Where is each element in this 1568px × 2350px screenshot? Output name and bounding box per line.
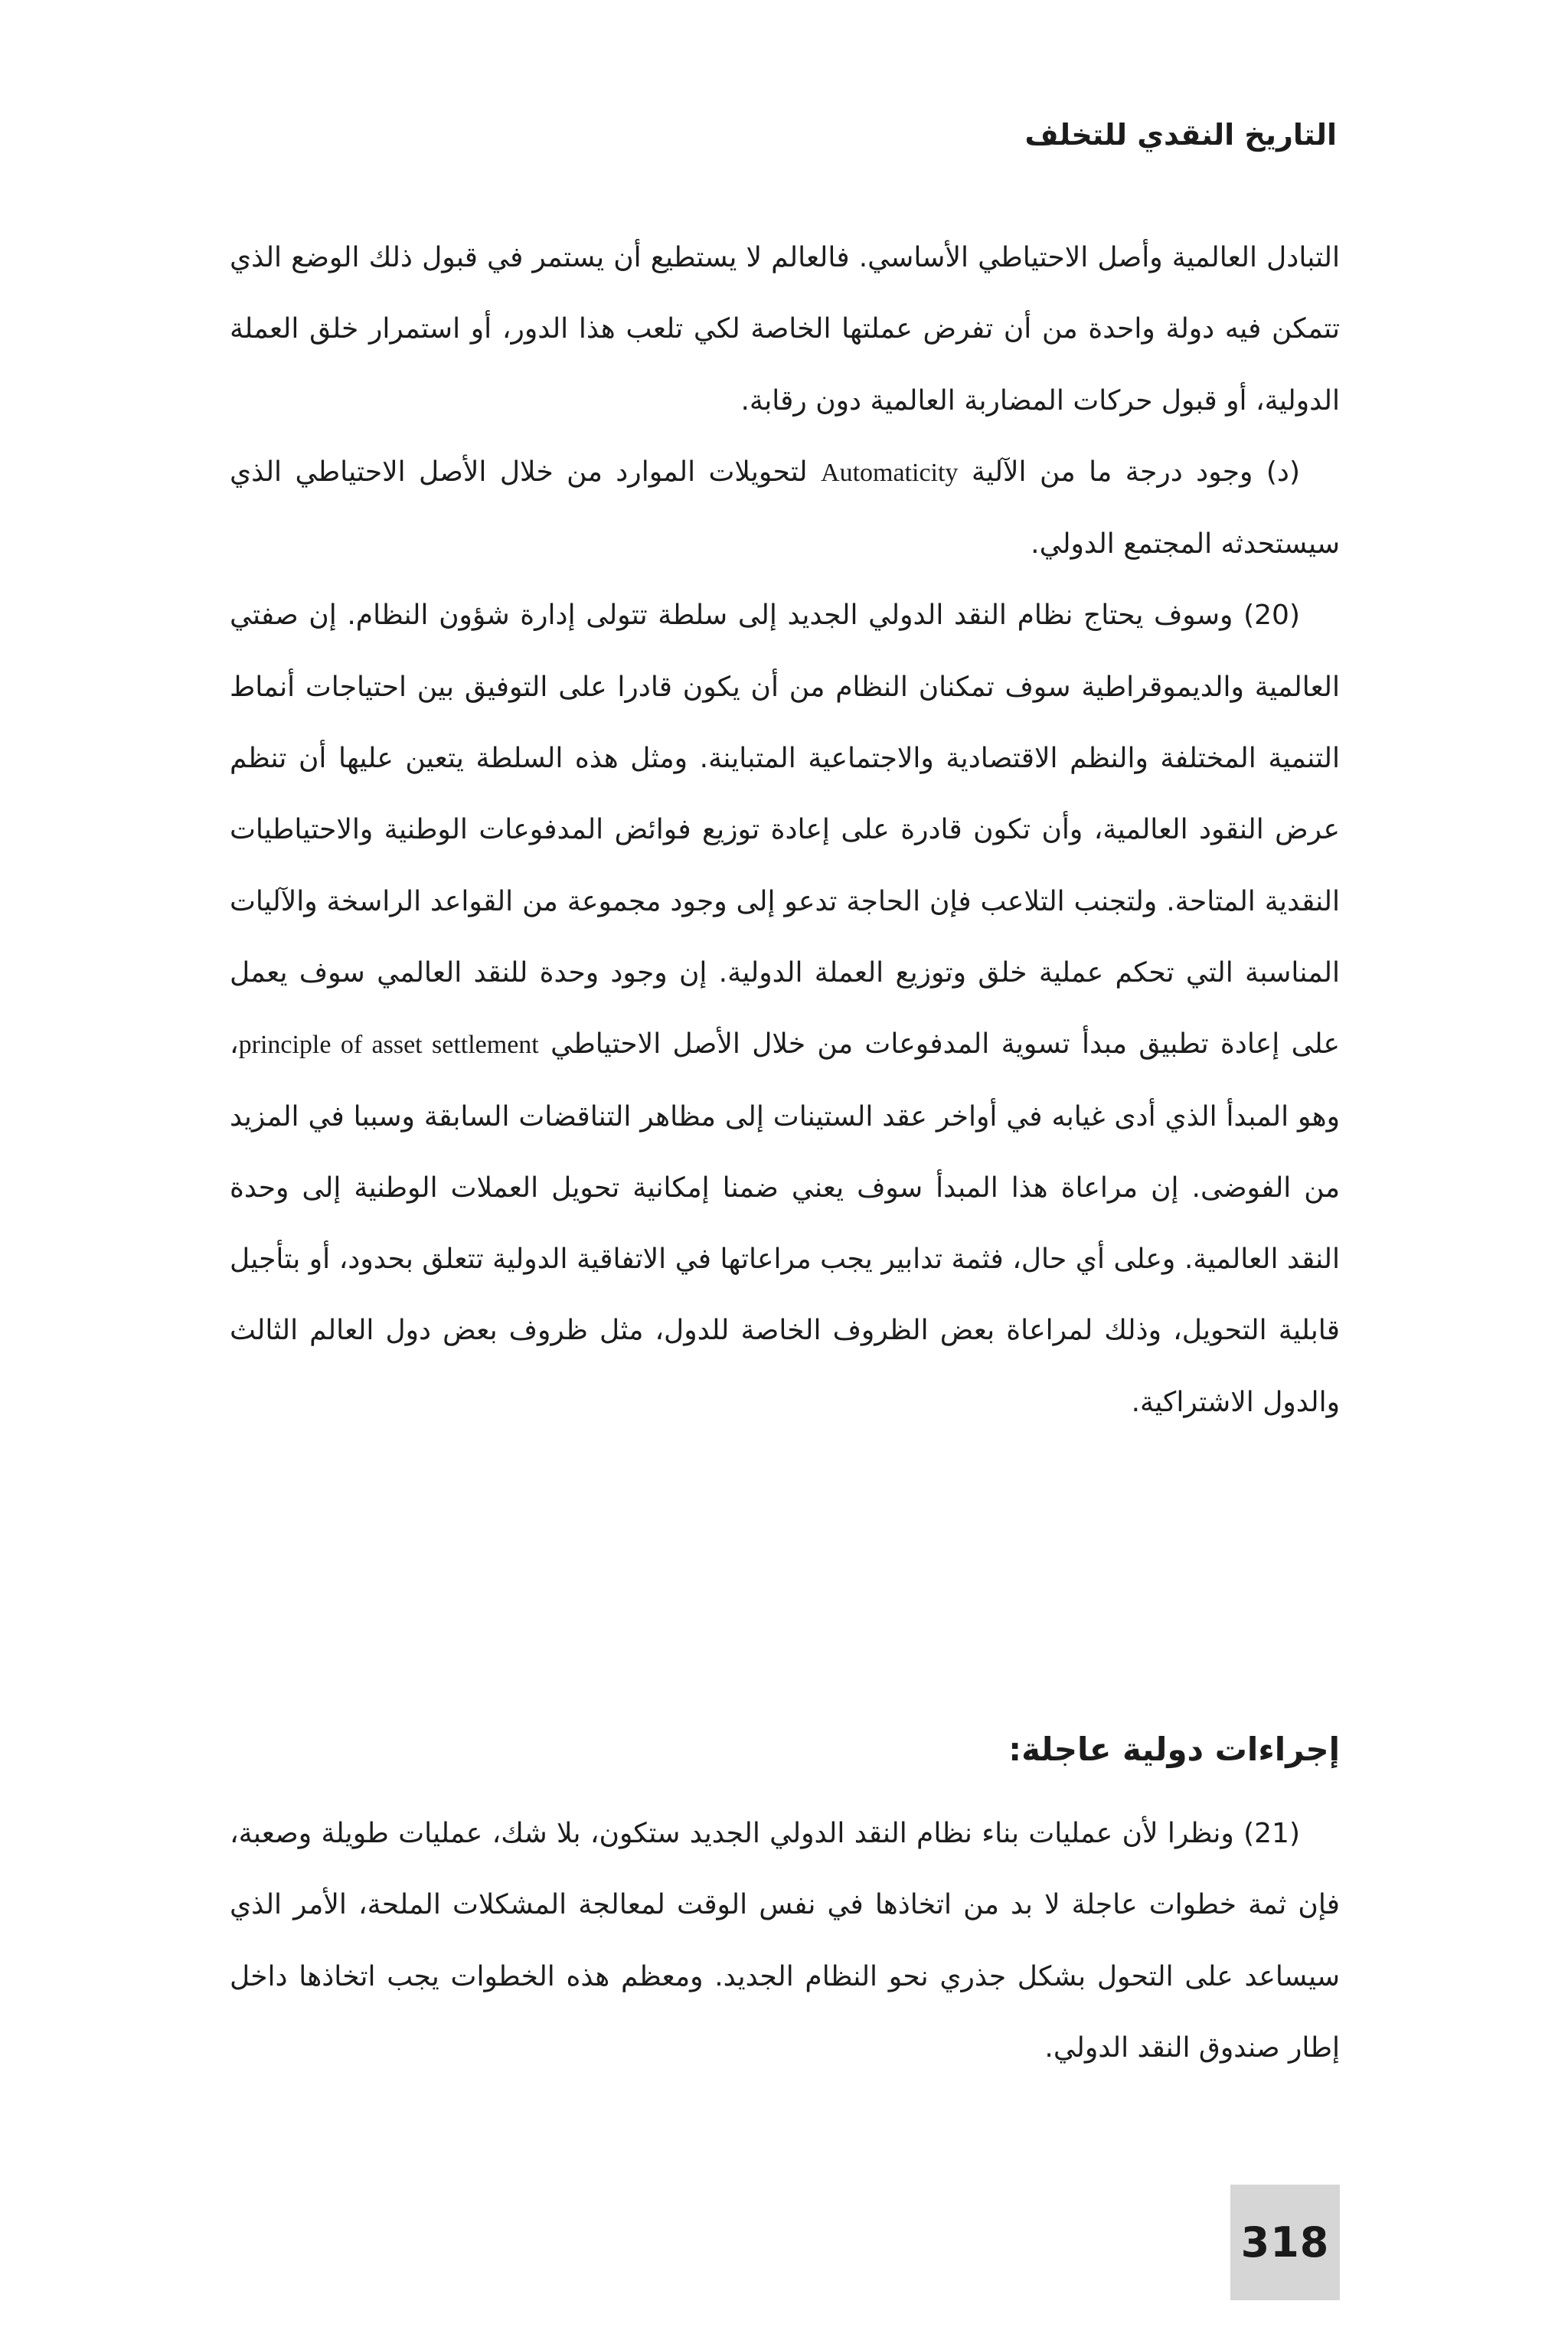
latin-term-asset-settlement: principle of asset settlement [238, 1031, 539, 1060]
latin-term-automaticity: Automaticity [821, 458, 959, 487]
paragraph-3-start: (20) وسوف يحتاج نظام النقد الدولي الجديد إلى سلطة تتولى إدارة شؤون النظام. إن صفتي العالمية والديموقراطية سوف تمكنان النظام من أن يكون قادرا على التوفيق بين احتياجات أنماط التنمية المختلفة والنظم الاقتصادية والاجتماعية المتباينة. ومثل هذه السلطة يتعين عليها أن تنظم عرض النقود العالمية، وأن تكون قادرة على إعادة توزيع فوائض المدفوعات الوطنية والاحتياطيات النقدية المتاحة. ولتجنب التلاعب فإن الحاجة تدعو إلى وجود مجموعة من القواعد الراسخة والآليات المناسبة التي تحكم عملية خلق وتوزيع العملة الدولية. إن وجود وحدة للنقد العالمي سوف يعمل على إعادة تطبيق مبدأ تسوية المدفوعات من خلال الأصل الاحتياطي [230, 600, 1340, 1061]
paragraph-2-start: (د) وجود درجة ما من الآلية [971, 456, 1300, 488]
body-text [230, 222, 1340, 1438]
section-paragraph-1: (21) ونظرا لأن عمليات بناء نظام النقد الدولي الجديد ستكون، بلا شك، عمليات طويلة وصعبة، فإن ثمة خطوات عاجلة لا بد من اتخاذها في نفس الوقت لمعالجة المشكلات الملحة، الأمر الذي سيساعد على التحول بشكل جذري نحو النظام الجديد. ومعظم هذه الخطوات يجب اتخاذها داخل إطار صندوق النقد الدولي. [230, 1818, 1340, 2064]
page-number: 318 [1240, 2218, 1330, 2267]
paragraph-2 [230, 436, 1340, 580]
section-heading: إجراءات دولية عاجلة: [1008, 1731, 1340, 1768]
paragraph-3 [230, 580, 1340, 1438]
paragraph-1: التبادل العالمية وأصل الاحتياطي الأساسي. فالعالم لا يستطيع أن يستمر في قبول ذلك الوضع الذي تتمكن فيه دولة واحدة من أن تفرض عملتها الخاصة لكي تلعب هذا الدور، أو استمرار خلق العملة الدولية، أو قبول حركات المضاربة العالمية دون رقابة. [230, 242, 1340, 417]
paragraph-2-end: لتحويلات الموارد من خلال الأصل الاحتياطي الذي سيستحدثه المجتمع الدولي. [230, 456, 1340, 561]
section-text [230, 1798, 1340, 2084]
running-header: التاريخ النقدي للتخلف [1024, 118, 1337, 152]
page-number-box [1230, 2185, 1340, 2300]
paragraph-3-end: ، وهو المبدأ الذي أدى غيابه في أواخر عقد الستينات إلى مظاهر التناقضات السابقة وسببا في المزيد من الفوضى. إن مراعاة هذا المبدأ سوف يعني ضمنا إمكانية تحويل العملات الوطنية إلى وحدة النقد العالمية. وعلى أي حال، فثمة تدابير يجب مراعاتها في الاتفاقية الدولية تتعلق بحدود، أو بتأجيل قابلية التحويل، وذلك لمراعاة بعض الظروف الخاصة للدول، مثل ظروف بعض دول العالم الثالث والدول الاشتراكية. [230, 1028, 1340, 1418]
